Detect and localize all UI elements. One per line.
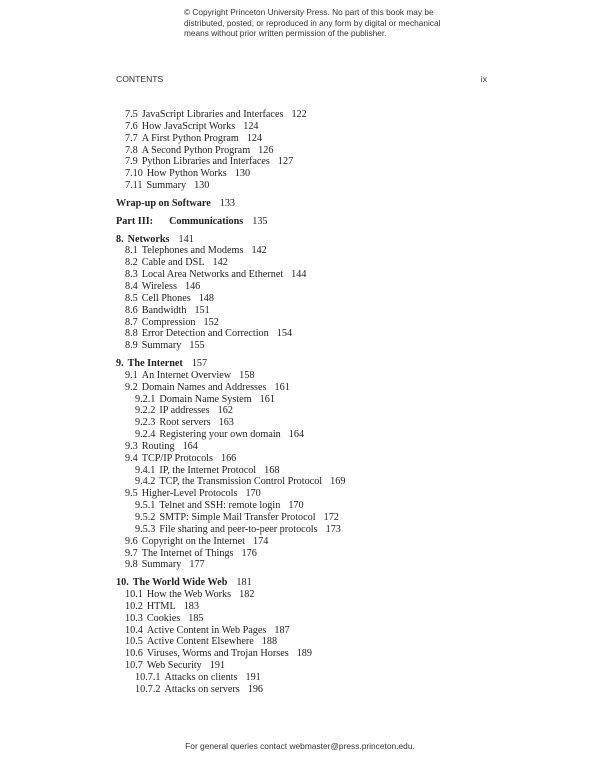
toc-entry-title: File sharing and peer-to-peer protocols <box>159 523 318 535</box>
toc-entry-number: 10.6 <box>125 648 143 660</box>
toc-entry-page: 166 <box>220 452 237 464</box>
toc-entry-page: 164 <box>182 440 198 452</box>
toc-entry-title: Viruses, Worms and Trojan Horses <box>146 648 289 660</box>
toc-entry-number: 9.4 <box>125 452 138 464</box>
toc-entry-title: Communications <box>169 215 244 227</box>
toc-entry-number: 9.2 <box>125 381 138 393</box>
toc-entry-number: 9.7 <box>125 547 138 559</box>
toc-entry-page: 135 <box>252 215 268 227</box>
toc-entry-title: Error Detection and Correction <box>141 328 269 340</box>
toc-entry-page: 169 <box>330 476 346 488</box>
toc-entry-number: 9.5.3 <box>135 523 156 535</box>
toc-entry-page: 155 <box>189 340 205 352</box>
toc-entry <box>116 636 496 648</box>
toc-entry-page: 163 <box>218 417 234 429</box>
toc-entry-title: Compression <box>141 316 196 328</box>
toc-entry-page: 161 <box>274 381 290 393</box>
toc-entry-title: Summary <box>141 559 182 571</box>
toc-entry-number: 9.6 <box>125 535 138 547</box>
toc-entry <box>116 559 496 571</box>
toc-entry-page: 162 <box>217 405 233 417</box>
toc-entry <box>116 548 496 560</box>
toc-entry-page: 141 <box>178 233 194 245</box>
toc-entry-title: Root servers <box>159 417 211 429</box>
toc-entry-page: 130 <box>234 168 251 180</box>
toc-entry-number: 9.5 <box>125 488 138 500</box>
table-of-contents <box>116 109 496 696</box>
toc-entry-title: Wrap-up on Software <box>116 197 211 209</box>
toc-entry-title: The Internet <box>127 358 183 370</box>
toc-entry <box>116 465 496 477</box>
toc-entry <box>116 476 496 488</box>
toc-entry-title: An Internet Overview <box>141 369 232 381</box>
toc-entry-number: 9.1 <box>125 369 138 381</box>
toc-entry-page: 158 <box>239 369 255 381</box>
toc-entry <box>116 441 496 453</box>
toc-entry <box>116 328 496 340</box>
toc-entry-title: Domain Names and Addresses <box>141 381 267 393</box>
toc-entry-page: 164 <box>288 429 305 441</box>
toc-entry <box>116 429 496 441</box>
toc-entry <box>116 370 496 382</box>
toc-entry-page: 151 <box>194 304 210 316</box>
toc-entry-page: 142 <box>212 257 228 269</box>
toc-entry-number: 9.2.3 <box>135 417 156 429</box>
toc-entry <box>116 648 496 660</box>
toc-entry-page: 174 <box>253 535 269 547</box>
toc-entry-number: Part III: <box>116 215 154 227</box>
toc-chapter-entry <box>116 198 496 210</box>
toc-entry-title: Higher-Level Protocols <box>141 488 238 500</box>
toc-entry-number: 7.10 <box>125 168 143 180</box>
toc-entry <box>116 589 496 601</box>
header-page-number: ix <box>480 74 487 84</box>
toc-entry-title: How JavaScript Works <box>141 120 236 132</box>
toc-entry-page: 130 <box>194 180 210 192</box>
toc-entry <box>116 672 496 684</box>
toc-entry-number: 7.9 <box>125 156 138 168</box>
toc-chapter-entry <box>116 216 496 228</box>
toc-entry-title: Telnet and SSH: remote login <box>159 500 281 512</box>
toc-entry-title: TCP/IP Protocols <box>141 452 213 464</box>
toc-entry-page: 173 <box>325 523 341 535</box>
toc-entry-title: Cookies <box>146 612 181 624</box>
toc-entry-title: The Internet of Things <box>141 547 234 559</box>
toc-entry-title: Wireless <box>141 280 177 292</box>
toc-entry-page: 182 <box>239 589 255 601</box>
toc-entry-title: Domain Name System <box>159 393 252 405</box>
toc-entry-page: 152 <box>203 316 219 328</box>
toc-entry-title: The World Wide Web <box>132 577 228 589</box>
toc-entry <box>116 417 496 429</box>
toc-entry-page: 191 <box>209 660 226 672</box>
toc-entry-number: 10.5 <box>125 636 143 648</box>
toc-entry <box>116 281 496 293</box>
toc-entry <box>116 382 496 394</box>
toc-entry-title: A First Python Program <box>141 132 239 144</box>
header-title: CONTENTS <box>116 74 164 84</box>
toc-entry-title: Cable and DSL <box>141 257 205 269</box>
toc-entry <box>116 684 496 696</box>
toc-entry-page: 172 <box>323 512 339 523</box>
toc-entry-number: 10.2 <box>125 600 143 612</box>
toc-entry-page: 157 <box>191 358 208 370</box>
toc-entry <box>116 168 496 180</box>
toc-entry-page: 176 <box>241 547 257 559</box>
toc-entry-number: 9.2.4 <box>135 429 156 441</box>
toc-entry-number: 8. <box>116 233 124 245</box>
toc-entry <box>116 405 496 417</box>
toc-entry <box>116 524 496 536</box>
toc-entry-page: 124 <box>246 132 263 144</box>
toc-entry-page: 126 <box>258 144 274 156</box>
toc-entry-page: 177 <box>189 559 205 571</box>
toc-entry-page: 133 <box>219 197 235 209</box>
toc-entry <box>116 512 496 524</box>
toc-entry <box>116 156 496 168</box>
toc-entry-number: 7.8 <box>125 144 138 156</box>
toc-entry <box>116 488 496 500</box>
toc-entry <box>116 317 496 329</box>
toc-entry-page: 188 <box>261 636 278 648</box>
toc-entry <box>116 257 496 269</box>
toc-entry-title: Web Security <box>146 660 202 672</box>
toc-entry-title: Registering your own domain <box>159 429 281 441</box>
toc-entry-number: 8.7 <box>125 316 138 328</box>
toc-entry-number: 9.3 <box>125 440 138 452</box>
toc-entry-number: 10.7 <box>125 660 143 672</box>
toc-entry-number: 7.6 <box>125 120 138 132</box>
toc-entry-page: 183 <box>183 600 199 612</box>
toc-entry-page: 181 <box>236 577 252 589</box>
toc-entry-title: Networks <box>127 233 170 245</box>
toc-entry-page: 191 <box>245 671 261 683</box>
toc-entry-number: 9. <box>116 358 124 370</box>
toc-entry-title: IP addresses <box>159 405 210 417</box>
toc-entry-page: 146 <box>184 280 201 292</box>
toc-entry-page: 185 <box>188 612 204 624</box>
toc-entry-page: 124 <box>243 120 259 132</box>
copyright-line: distributed, posted, or reproduced in any form by digital or mechanical <box>184 17 441 28</box>
toc-entry-title: IP, the Internet Protocol <box>159 464 257 476</box>
toc-entry-title: Cell Phones <box>141 292 191 304</box>
toc-entry-title: JavaScript Libraries and Interfaces <box>141 109 284 120</box>
toc-entry-page: 148 <box>198 292 214 304</box>
toc-entry-page: 127 <box>277 156 294 168</box>
toc-entry-title: Python Libraries and Interfaces <box>141 156 270 168</box>
toc-entry <box>116 625 496 637</box>
toc-entry <box>116 394 496 406</box>
copyright-line: means without prior written permission of the publisher. <box>184 28 387 39</box>
running-header <box>116 74 487 84</box>
toc-entry-page: 142 <box>251 245 267 257</box>
toc-entry <box>116 500 496 512</box>
toc-entry <box>116 305 496 317</box>
toc-entry-page: 154 <box>276 328 293 340</box>
toc-entry-title: SMTP: Simple Mail Transfer Protocol <box>159 512 316 523</box>
toc-entry-page: 144 <box>291 269 307 281</box>
toc-entry-number: 10.3 <box>125 612 143 624</box>
toc-entry <box>116 133 496 145</box>
toc-entry-number: 8.4 <box>125 280 138 292</box>
toc-entry-title: Local Area Networks and Ethernet <box>141 269 284 281</box>
toc-chapter-entry <box>116 358 496 370</box>
toc-entry <box>116 340 496 352</box>
toc-entry-number: 8.5 <box>125 292 138 304</box>
toc-entry-page: 196 <box>247 683 264 695</box>
toc-entry-number: 7.11 <box>125 180 143 192</box>
toc-entry-number: 7.7 <box>125 132 138 144</box>
toc-entry-title: Routing <box>141 440 175 452</box>
toc-entry-title: Summary <box>141 340 182 352</box>
toc-entry-title: A Second Python Program <box>141 144 251 156</box>
footer-contact: For general queries contact webmaster@press.princeton.edu. <box>185 741 415 751</box>
toc-entry-number: 10.7.2 <box>135 683 161 695</box>
toc-entry-number: 9.4.1 <box>135 464 156 476</box>
toc-entry <box>116 145 496 157</box>
toc-entry <box>116 269 496 281</box>
toc-chapter-entry <box>116 577 496 589</box>
toc-entry-number: 10.4 <box>125 624 143 636</box>
toc-entry <box>116 601 496 613</box>
toc-entry-number: 10.1 <box>125 589 143 601</box>
toc-entry-number: 9.4.2 <box>135 476 156 488</box>
toc-entry <box>116 109 496 121</box>
toc-entry-number: 8.2 <box>125 257 138 269</box>
toc-entry-number: 8.9 <box>125 340 138 352</box>
toc-entry-number: 9.8 <box>125 559 138 571</box>
toc-entry <box>116 536 496 548</box>
toc-entry-title: Active Content in Web Pages <box>146 624 267 636</box>
copyright-line: © Copyright Princeton University Press. No part of this book may be <box>184 7 434 17</box>
toc-entry-page: 170 <box>245 488 261 500</box>
toc-entry-page: 187 <box>274 624 290 636</box>
toc-entry-title: How the Web Works <box>146 589 232 601</box>
toc-entry <box>116 245 496 257</box>
toc-entry-page: 122 <box>291 109 307 120</box>
toc-entry-number: 9.2.2 <box>135 405 156 417</box>
toc-entry-title: Attacks on clients <box>164 671 238 683</box>
toc-entry-number: 8.6 <box>125 304 138 316</box>
toc-entry <box>116 293 496 305</box>
toc-entry <box>116 121 496 133</box>
toc-entry <box>116 660 496 672</box>
toc-entry-title: Active Content Elsewhere <box>146 636 254 648</box>
toc-entry-title: How Python Works <box>146 168 227 180</box>
toc-entry-number: 10. <box>116 577 129 589</box>
toc-entry-title: Summary <box>146 180 187 192</box>
toc-entry-title: Attacks on servers <box>164 683 240 695</box>
toc-entry-title: Copyright on the Internet <box>141 535 246 547</box>
toc-entry-number: 7.5 <box>125 109 138 120</box>
toc-entry <box>116 453 496 465</box>
toc-entry-page: 168 <box>264 464 280 476</box>
toc-entry-number: 9.5.2 <box>135 512 156 523</box>
toc-entry-number: 10.7.1 <box>135 671 161 683</box>
toc-entry-title: HTML <box>146 600 176 612</box>
toc-entry <box>116 180 496 192</box>
toc-entry-number: 9.2.1 <box>135 393 156 405</box>
toc-entry-title: TCP, the Transmission Control Protocol <box>159 476 323 488</box>
toc-entry-page: 161 <box>259 393 275 405</box>
toc-entry-page: 189 <box>296 648 312 660</box>
toc-entry-number: 8.8 <box>125 328 138 340</box>
toc-entry-page: 170 <box>288 500 304 512</box>
toc-entry-number: 8.3 <box>125 269 138 281</box>
toc-entry-title: Telephones and Modems <box>141 245 244 257</box>
toc-entry <box>116 613 496 625</box>
toc-entry-number: 8.1 <box>125 245 138 257</box>
toc-entry-number: 9.5.1 <box>135 500 156 512</box>
toc-chapter-entry <box>116 234 496 246</box>
toc-entry-title: Bandwidth <box>141 304 187 316</box>
copyright-notice <box>184 7 484 39</box>
